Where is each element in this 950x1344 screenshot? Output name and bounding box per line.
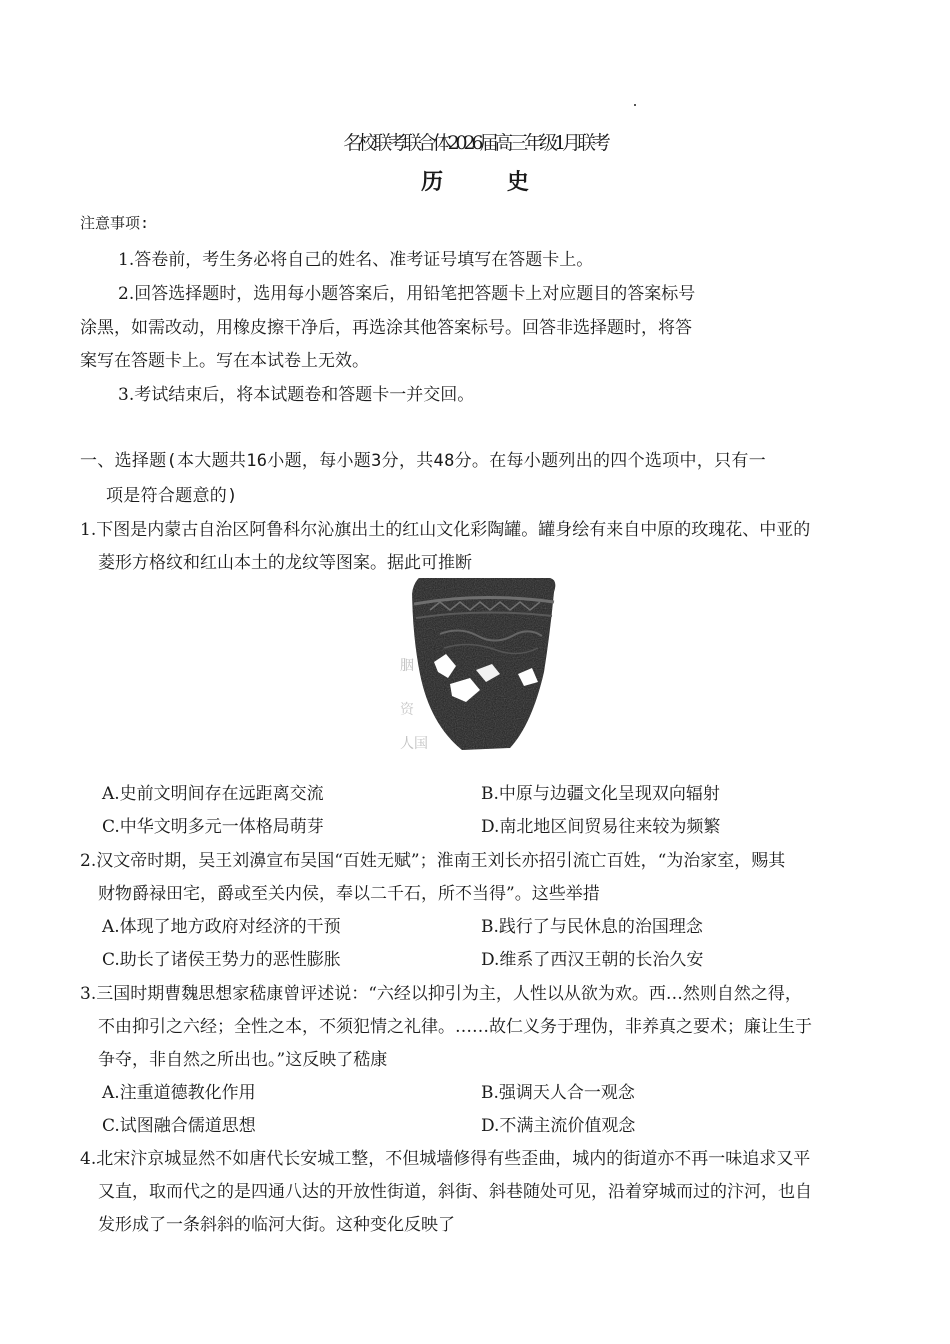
section-heading-cont: 项是符合题意的) <box>106 486 238 506</box>
option-c: C.助长了诸侯王势力的恶性膨胀 <box>102 950 341 970</box>
option-d: D.不满主流价值观念 <box>481 1116 636 1136</box>
notice-line: 2.回答选择题时，选用每小题答案后，用铅笔把答题卡上对应题目的答案标号 <box>118 284 696 304</box>
option-b: B.强调天人合一观念 <box>481 1083 635 1103</box>
question-text: 3.三国时期曹魏思想家嵇康曾评述说：“六经以抑引为主，人性以从欲为欢。西…然则自然之得， <box>80 984 802 1004</box>
question-text: 又直，取而代之的是四通八达的开放性街道，斜街、斜巷随处可见，沿着穿城而过的汴河，也自 <box>98 1182 812 1202</box>
section-heading: 一、选择题(本大题共16小题，每小题3分，共48分。在每小题列出的四个选项中，只有一 <box>80 451 767 471</box>
question-text: 不由抑引之六经；全性之本，不须犯情之礼律。……故仁义务于理伪，非养真之要术；廉让生于 <box>98 1017 812 1037</box>
option-c: C.中华文明多元一体格局萌芽 <box>102 817 324 837</box>
notice-heading: 注意事项: <box>80 214 150 232</box>
notice-line: 3.考试结束后，将本试题卷和答题卡一并交回。 <box>118 385 475 405</box>
option-a: A.史前文明间存在远距离交流 <box>102 784 324 804</box>
notice-line: 案写在答题卡上。写在本试卷上无效。 <box>80 351 369 371</box>
notice-line: 涂黑，如需改动，用橡皮擦干净后，再选涂其他答案标号。回答非选择题时，将答 <box>80 318 692 338</box>
exam-title: 名校联考联合体2026届高三年级1月联考 <box>343 132 607 154</box>
option-b: B.中原与边疆文化呈现双向辐射 <box>481 784 720 804</box>
question-text: 发形成了一条斜斜的临河大街。这种变化反映了 <box>98 1215 455 1235</box>
question-text: 争夺，非自然之所出也。”这反映了嵇康 <box>98 1050 388 1070</box>
option-a: A.体现了地方政府对经济的干预 <box>102 917 341 937</box>
scan-speck <box>634 104 636 106</box>
question-text: 菱形方格纹和红山本土的龙纹等图案。据此可推断 <box>98 553 472 573</box>
option-b: B.践行了与民休息的治国理念 <box>481 917 703 937</box>
svg-text:人国: 人国 <box>400 736 428 752</box>
svg-text:胭: 胭 <box>400 658 414 674</box>
subject-title: 历 史 <box>421 169 557 195</box>
option-c: C.试图融合儒道思想 <box>102 1116 256 1136</box>
question-text: 2.汉文帝时期，吴王刘濞宣布吴国“百姓无赋”；淮南王刘长亦招引流亡百姓，“为治家室，赐其 <box>80 851 786 871</box>
question-text: 1.下图是内蒙古自治区阿鲁科尔沁旗出土的红山文化彩陶罐。罐身绘有来自中原的玫瑰花、中亚的 <box>80 520 811 540</box>
option-d: D.南北地区间贸易往来较为频繁 <box>481 817 721 837</box>
svg-text:资: 资 <box>400 702 414 718</box>
option-a: A.注重道德教化作用 <box>102 1083 256 1103</box>
option-d: D.维系了西汉王朝的长治久安 <box>481 950 704 970</box>
question-text: 4.北宋汴京城显然不如唐代长安城工整，不但城墙修得有些歪曲，城内的街道亦不再一味追求又平 <box>80 1149 811 1169</box>
question-text: 财物爵禄田宅，爵或至关内侯，奉以二千石，所不当得”。这些举措 <box>98 884 600 904</box>
notice-line: 1.答卷前，考生务必将自己的姓名、准考证号填写在答题卡上。 <box>118 250 594 270</box>
painted-pottery-jar-image <box>400 574 558 756</box>
